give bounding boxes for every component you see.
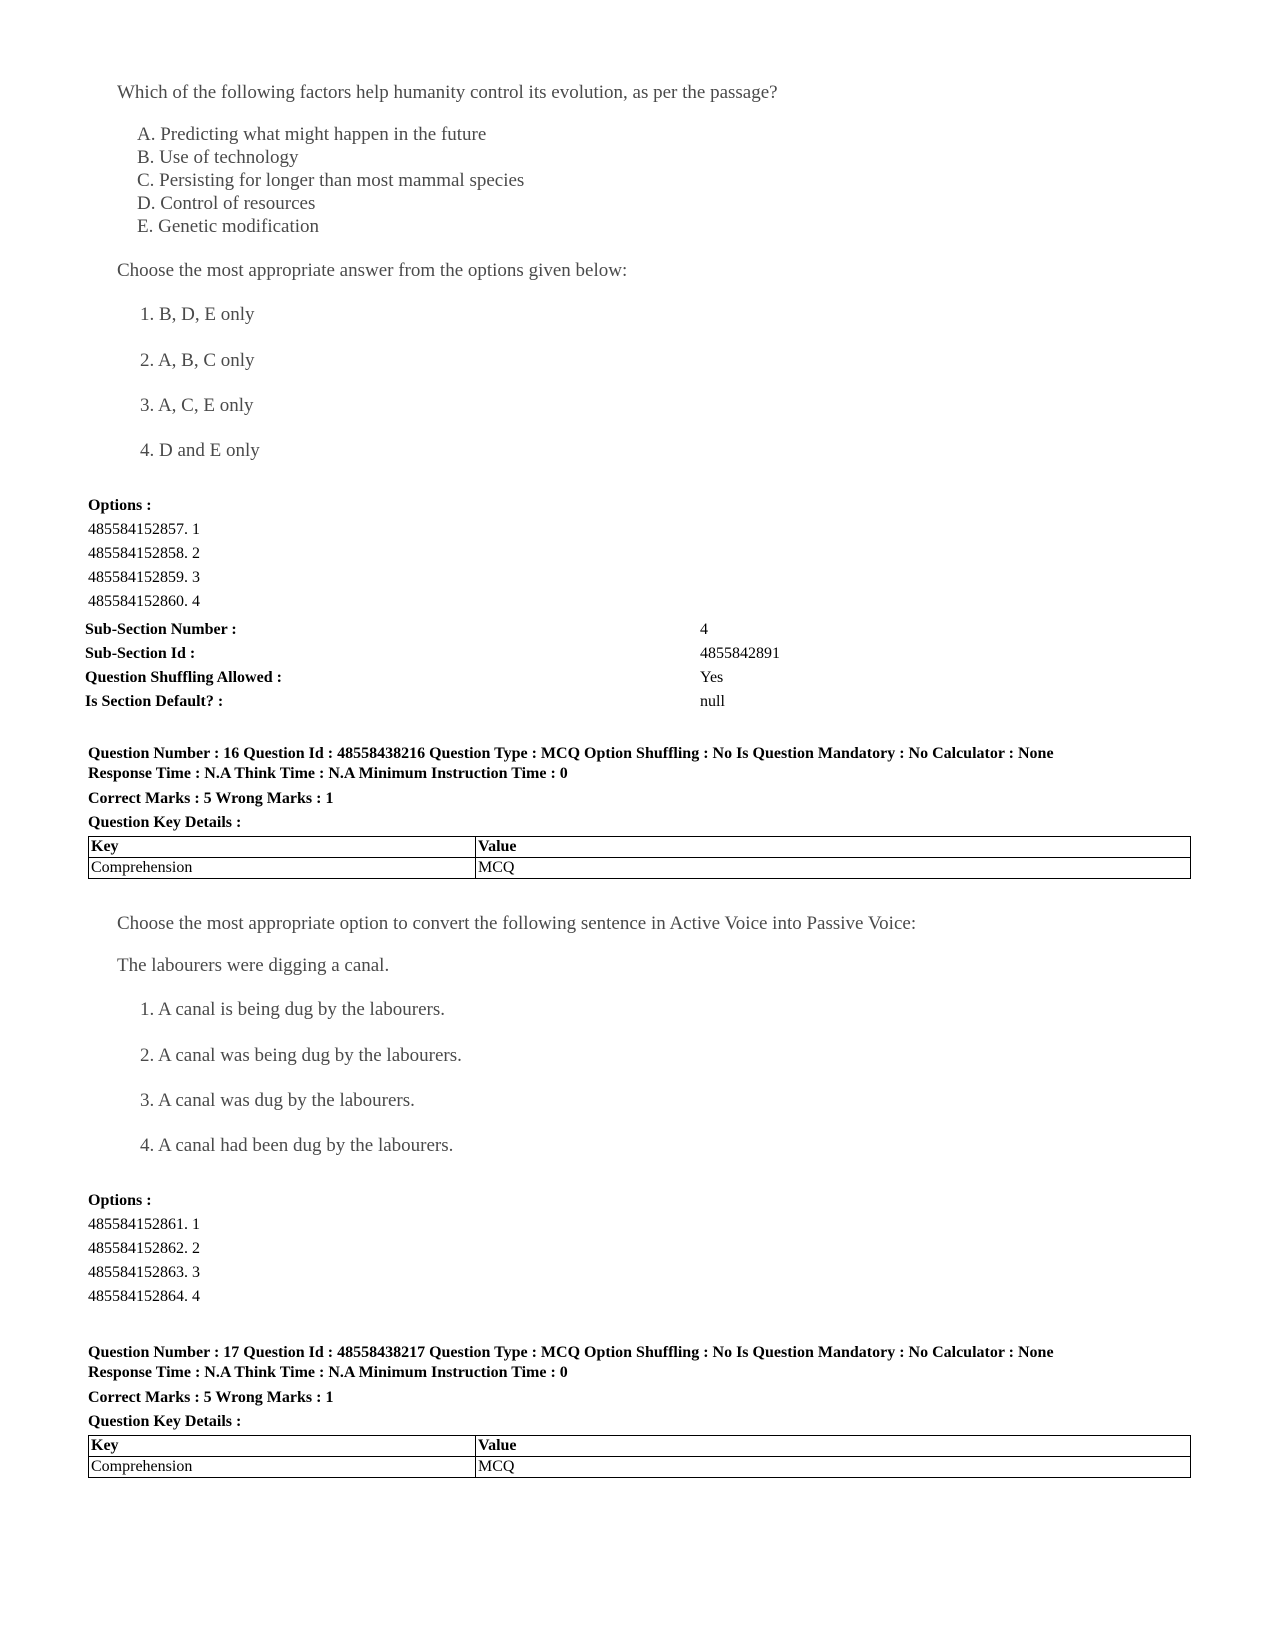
q16-options-heading: Options : [88,1192,152,1209]
section-default-value: null [700,693,725,710]
table-row [89,837,1191,858]
q16-sentence: The labourers were digging a canal. [117,955,390,976]
q17-header-line2: Response Time : N.A Think Time : N.A Minimum Instruction Time : 0 [88,1364,568,1381]
key-cell: Comprehension [89,1457,476,1478]
key-cell: Comprehension [89,858,476,879]
q15-choice: 2. A, B, C only [140,350,255,371]
key-header: Key [89,837,476,858]
option-line: 485584152860. 4 [88,593,200,610]
q15-statement: A. Predicting what might happen in the future [137,124,487,145]
q15-statement: C. Persisting for longer than most mammal species [137,170,525,191]
q16-header-line1: Question Number : 16 Question Id : 48558438216 Question Type : MCQ Option Shuffling : No Is Question Mandatory : No Calculator : None [88,745,1054,762]
q15-options-heading: Options : [88,497,152,514]
q15-choice: 4. D and E only [140,440,260,461]
q16-choice: 4. A canal had been dug by the labourers. [140,1135,454,1156]
table-row [89,1436,1191,1457]
subsection-number-label: Sub-Section Number : [85,621,237,638]
option-line: 485584152857. 1 [88,521,200,538]
option-line: 485584152863. 3 [88,1264,200,1281]
q17-key-table [88,1435,1191,1478]
q16-choice: 2. A canal was being dug by the labourers. [140,1045,462,1066]
q15-instruction: Choose the most appropriate answer from the options given below: [117,260,628,281]
section-default-label: Is Section Default? : [85,693,224,710]
subsection-id-label: Sub-Section Id : [85,645,196,662]
q17-header-line1: Question Number : 17 Question Id : 48558438217 Question Type : MCQ Option Shuffling : No Is Question Mandatory : No Calculator : None [88,1344,1054,1361]
question-shuffling-value: Yes [700,669,724,686]
q17-marks: Correct Marks : 5 Wrong Marks : 1 [88,1389,334,1406]
value-header: Value [476,837,1191,858]
q15-choice: 1. B, D, E only [140,304,255,325]
value-cell: MCQ [476,858,1191,879]
subsection-number-value: 4 [700,621,708,638]
q15-statement: E. Genetic modification [137,216,320,237]
option-line: 485584152858. 2 [88,545,200,562]
q16-stem: Choose the most appropriate option to convert the following sentence in Active Voice into Passive Voice: [117,913,917,934]
subsection-id-value: 4855842891 [700,645,780,662]
option-line: 485584152859. 3 [88,569,200,586]
q15-statement: B. Use of technology [137,147,299,168]
value-header: Value [476,1436,1191,1457]
option-line: 485584152861. 1 [88,1216,200,1233]
q16-key-details-heading: Question Key Details : [88,814,242,831]
value-cell: MCQ [476,1457,1191,1478]
q16-choice: 1. A canal is being dug by the labourers. [140,999,445,1020]
table-row [89,1457,1191,1478]
table-row [89,858,1191,879]
option-line: 485584152864. 4 [88,1288,200,1305]
key-header: Key [89,1436,476,1457]
q15-choice: 3. A, C, E only [140,395,254,416]
q16-choice: 3. A canal was dug by the labourers. [140,1090,415,1111]
q16-header-line2: Response Time : N.A Think Time : N.A Minimum Instruction Time : 0 [88,765,568,782]
option-line: 485584152862. 2 [88,1240,200,1257]
q16-key-table [88,836,1191,879]
question-shuffling-label: Question Shuffling Allowed : [85,669,282,686]
q17-key-details-heading: Question Key Details : [88,1413,242,1430]
q15-statement: D. Control of resources [137,193,316,214]
q15-stem: Which of the following factors help humanity control its evolution, as per the passage? [117,82,778,103]
q16-marks: Correct Marks : 5 Wrong Marks : 1 [88,790,334,807]
